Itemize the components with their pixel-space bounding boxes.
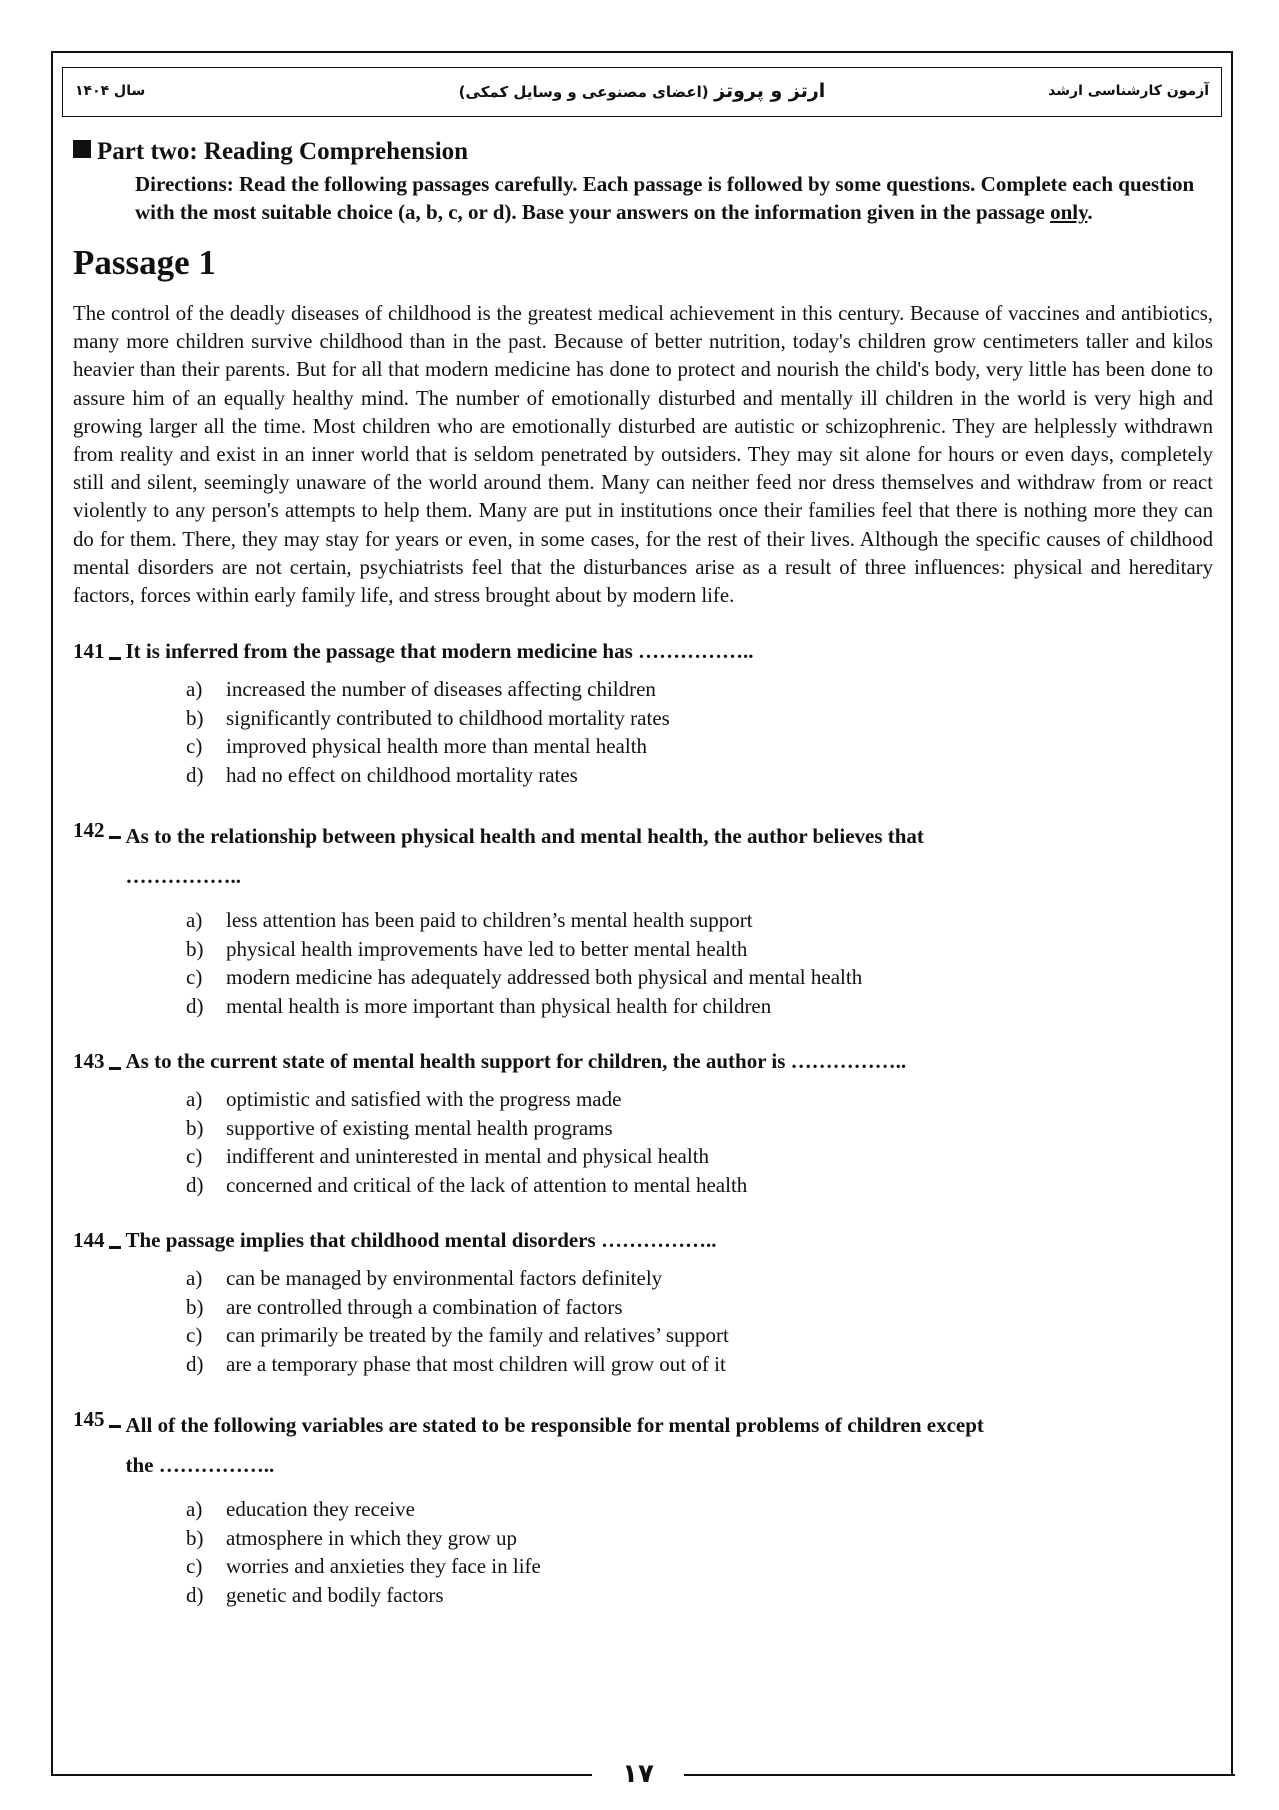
- page-content: [73, 136, 1213, 1609]
- option-letter: b): [186, 1115, 204, 1140]
- option-letter: c): [186, 965, 203, 990]
- question-text-continued: ……………..: [125, 864, 241, 889]
- dash-icon: [109, 1067, 121, 1070]
- option-letter: d): [186, 1172, 204, 1197]
- question-stem: [73, 1405, 1213, 1485]
- option-text: optimistic and satisfied with the progress made: [226, 1087, 622, 1112]
- answer-option: [186, 1264, 1213, 1293]
- question-text-main: It is inferred from the passage that modern medicine has ……………..: [125, 639, 754, 664]
- footer-rule-left: [51, 1774, 592, 1776]
- option-text: are controlled through a combination of factors: [226, 1294, 623, 1319]
- exam-header: [62, 67, 1222, 117]
- question-text: [126, 1226, 717, 1254]
- question-number: [73, 816, 126, 896]
- question-text-main: As to the current state of mental health support for children, the author is ……………..: [125, 1049, 907, 1074]
- question-text-main: The passage implies that childhood mental disorders ……………..: [125, 1228, 717, 1253]
- question-stem: [73, 816, 1213, 896]
- option-text: increased the number of diseases affecting children: [226, 677, 656, 702]
- option-letter: a): [186, 1266, 203, 1291]
- answer-option: [186, 1114, 1213, 1143]
- option-text: indifferent and uninterested in mental and physical health: [226, 1144, 710, 1169]
- square-bullet-icon: [73, 140, 91, 158]
- question-text: [126, 1047, 907, 1075]
- question-text: [126, 816, 924, 896]
- answer-option: [186, 1085, 1213, 1114]
- option-text: can be managed by environmental factors definitely: [226, 1266, 663, 1291]
- directions: [135, 170, 1213, 226]
- option-list: [186, 906, 1213, 1020]
- section-title-text: Part two: Reading Comprehension: [97, 138, 469, 165]
- option-text: education they receive: [226, 1497, 415, 1522]
- directions-emphasis: only: [1050, 200, 1088, 224]
- option-letter: b): [186, 705, 204, 730]
- exam-name: آزمون کارشناسی ارشد: [1048, 83, 1209, 99]
- answer-option: [186, 935, 1213, 964]
- question-141: [73, 637, 1213, 789]
- answer-option: [186, 1293, 1213, 1322]
- answer-option: [186, 732, 1213, 761]
- option-text: significantly contributed to childhood mortality rates: [226, 705, 670, 730]
- option-letter: a): [186, 908, 203, 933]
- page-number: ۱۷: [622, 1759, 654, 1789]
- option-letter: c): [186, 1554, 203, 1579]
- answer-option: [186, 1581, 1213, 1610]
- question-number: [73, 1226, 126, 1254]
- question-text-main: All of the following variables are stated to be responsible for mental problems of children except: [125, 1413, 984, 1438]
- question-143: [73, 1047, 1213, 1199]
- option-text: genetic and bodily factors: [226, 1582, 444, 1607]
- section-title: [73, 136, 1213, 168]
- subject-subtitle: (اعضای مصنوعی و وسایل کمکی): [458, 83, 709, 101]
- option-text: less attention has been paid to children’s mental health support: [226, 908, 753, 933]
- question-number-text: 143: [73, 1049, 105, 1074]
- option-text: worries and anxieties they face in life: [226, 1554, 541, 1579]
- option-list: [186, 675, 1213, 789]
- question-142: [73, 816, 1213, 1020]
- question-145: [73, 1405, 1213, 1609]
- passage-text: The control of the deadly diseases of childhood is the greatest medical achievement in this century. Because of vaccines and antibiotics, many more children survive childhood than in the past. Because of better nutrition, today's children grow centimeters taller and kilos heavier than their parents. But for all that modern medicine has done to protect and nourish the child's body, very little has been done to assure him of an equally healthy mind. The number of emotionally disturbed and mentally ill children in the world is very high and growing larger all the time. Most children who are emotionally disturbed are autistic or schizophrenic. They are helplessly withdrawn from reality and exist in an inner world that is seldom penetrated by outsiders. They may sit alone for hours or even days, completely still and silent, seemingly unaware of the world around them. Many can neither feed nor dress themselves and withdraw from or react violently to any person's attempts to help them. Many are put in institutions once their families feel that there is nothing more they can do for them. There, they may stay for years or even, in some cases, for the rest of their lives. Although the specific causes of childhood mental disorders are not certain, psychiatrists feel that the disturbances arise as a result of three influences: physical and hereditary factors, forces within early family life, and stress brought about by modern life.: [73, 302, 1213, 608]
- option-letter: b): [186, 1525, 204, 1550]
- option-letter: a): [186, 1497, 203, 1522]
- question-text: [126, 637, 754, 665]
- question-number: [73, 1405, 126, 1485]
- answer-option: [186, 1142, 1213, 1171]
- dash-icon: [109, 1425, 121, 1428]
- answer-option: [186, 1552, 1213, 1581]
- option-letter: a): [186, 677, 203, 702]
- option-text: concerned and critical of the lack of attention to mental health: [226, 1172, 748, 1197]
- answer-option: [186, 906, 1213, 935]
- option-text: physical health improvements have led to better mental health: [226, 936, 748, 961]
- directions-end: .: [1087, 200, 1093, 224]
- option-letter: d): [186, 762, 204, 787]
- option-letter: d): [186, 1582, 204, 1607]
- question-number: [73, 1047, 126, 1075]
- option-list: [186, 1264, 1213, 1378]
- question-list: [73, 637, 1213, 1609]
- question-number-text: 142: [73, 818, 105, 843]
- subject-title: ارتز و پروتز: [714, 80, 826, 102]
- option-list: [186, 1495, 1213, 1609]
- question-number-text: 144: [73, 1228, 105, 1253]
- option-letter: a): [186, 1087, 203, 1112]
- option-text: had no effect on childhood mortality rates: [226, 762, 578, 787]
- dash-icon: [109, 657, 121, 660]
- question-stem: [73, 1226, 1213, 1254]
- option-text: mental health is more important than physical health for children: [226, 993, 772, 1018]
- option-text: are a temporary phase that most children will grow out of it: [226, 1351, 726, 1376]
- answer-option: [186, 1321, 1213, 1350]
- answer-option: [186, 1171, 1213, 1200]
- answer-option: [186, 761, 1213, 790]
- question-text: [126, 1405, 984, 1485]
- dash-icon: [109, 836, 121, 839]
- option-letter: d): [186, 1351, 204, 1376]
- answer-option: [186, 675, 1213, 704]
- directions-text: Directions: Read the following passages carefully. Each passage is followed by some questions. Complete each question with the most suitable choice (a, b, c, or d). Base your answers on the information given in the passage: [135, 172, 1195, 224]
- answer-option: [186, 1350, 1213, 1379]
- option-text: atmosphere in which they grow up: [226, 1525, 518, 1550]
- dash-icon: [109, 1246, 121, 1249]
- question-stem: [73, 637, 1213, 665]
- answer-option: [186, 1495, 1213, 1524]
- option-letter: c): [186, 1144, 203, 1169]
- answer-option: [186, 1524, 1213, 1553]
- question-text-continued: the ……………..: [125, 1453, 275, 1478]
- option-letter: d): [186, 993, 204, 1018]
- question-text-main: As to the relationship between physical health and mental health, the author believes that: [125, 824, 924, 849]
- passage-title: Passage 1: [73, 243, 216, 282]
- question-number-text: 145: [73, 1407, 105, 1432]
- option-text: improved physical health more than mental health: [226, 734, 648, 759]
- footer-rule-right: [684, 1774, 1235, 1776]
- option-letter: b): [186, 1294, 204, 1319]
- answer-option: [186, 704, 1213, 733]
- question-number-text: 141: [73, 639, 105, 664]
- option-text: can primarily be treated by the family and relatives’ support: [226, 1323, 729, 1348]
- question-number: [73, 637, 126, 665]
- answer-option: [186, 992, 1213, 1021]
- option-letter: b): [186, 936, 204, 961]
- option-text: modern medicine has adequately addressed both physical and mental health: [226, 965, 863, 990]
- answer-option: [186, 963, 1213, 992]
- option-text: supportive of existing mental health programs: [226, 1115, 613, 1140]
- option-letter: c): [186, 734, 203, 759]
- exam-year: سال ۱۴۰۴: [75, 83, 146, 99]
- option-letter: c): [186, 1323, 203, 1348]
- option-list: [186, 1085, 1213, 1199]
- question-stem: [73, 1047, 1213, 1075]
- question-144: [73, 1226, 1213, 1378]
